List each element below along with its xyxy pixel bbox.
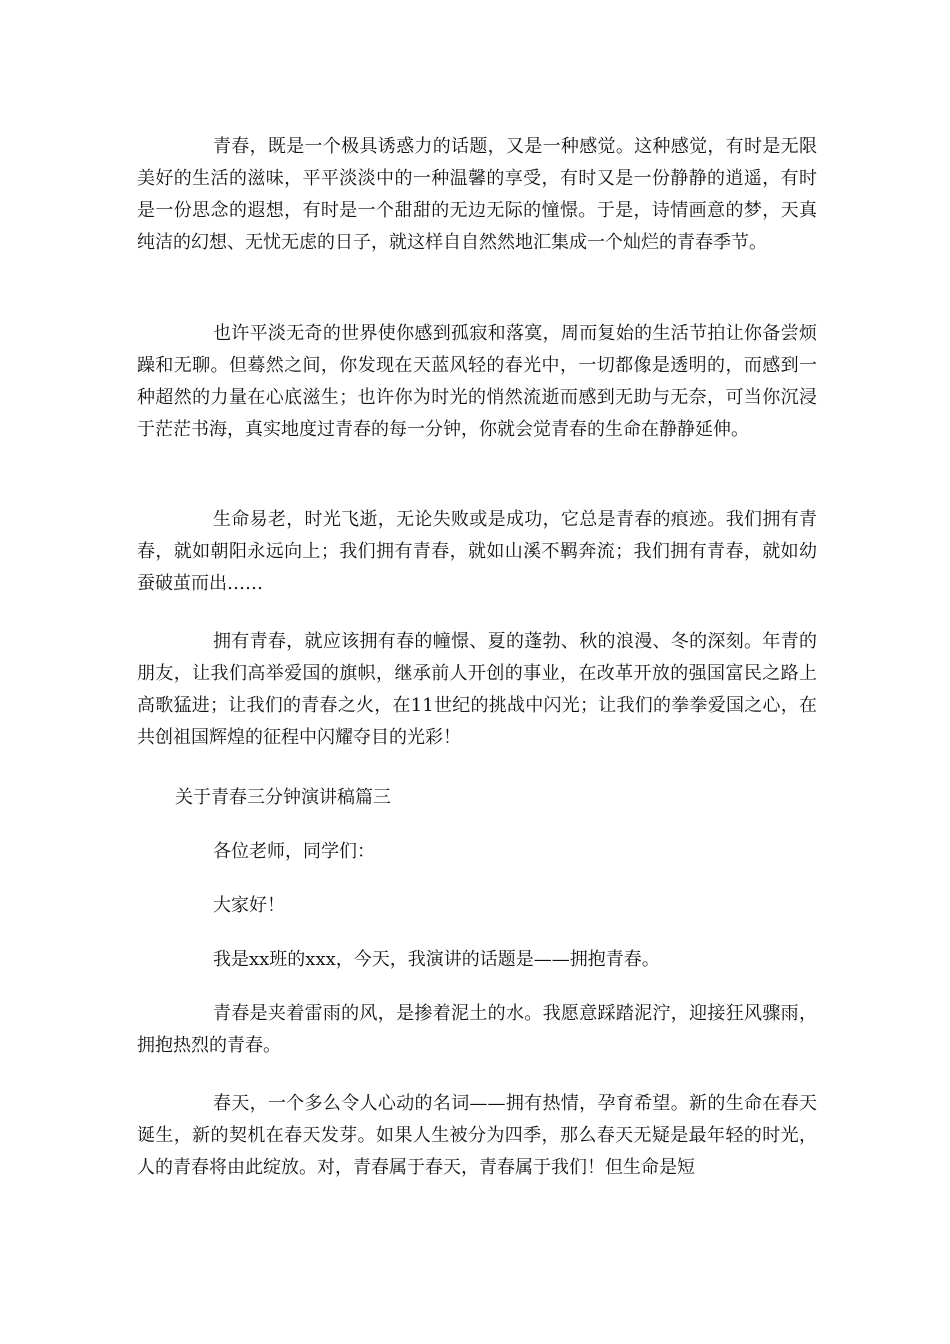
- speech-hello: 大家好！: [213, 895, 285, 916]
- paragraph-life-easily-ages: 生命易老，时光飞逝，无论失败或是成功，它总是青春的痕迹。我们拥有青春，就如朝阳永远向上；我们拥有青春，就如山溪不羁奔流；我们拥有青春，就如幼蚕破茧而出……: [137, 509, 817, 594]
- speech-spring: 春天，一个多么令人心动的名词——拥有热情，孕育希望。新的生命在春天诞生，新的契机在春天发芽。如果人生被分为四季，那么春天无疑是最年轻的时光，人的青春将由此绽放。对，青春属于春天，青春属于我们！但生命是短: [137, 1093, 817, 1178]
- paragraph-youth-feeling: 青春，既是一个极具诱惑力的话题，又是一种感觉。这种感觉，有时是无限美好的生活的滋味，平平淡淡中的一种温馨的享受，有时又是一份静静的逍遥，有时是一份思念的遐想，有时是一个甜甜的无边无际的憧憬。于是，诗情画意的梦，天真纯洁的幻想、无忧无虑的日子，就这样自自然然地汇集成一个灿烂的青春季节。: [137, 136, 817, 253]
- paragraph-plain-world: 也许平淡无奇的世界使你感到孤寂和落寞，周而复始的生活节拍让你备尝烦躁和无聊。但蓦然之间，你发现在天蓝风轻的春光中，一切都像是透明的，而感到一种超然的力量在心底滋生；也许你为时光的悄然流逝而感到无助与无奈，可当你沉浸于茫茫书海，真实地度过青春的每一分钟，你就会觉青春的生命在静静延伸。: [137, 323, 817, 440]
- paragraph-embrace-seasons: 拥有青春，就应该拥有春的幢憬、夏的蓬勃、秋的浪漫、冬的深刻。年青的朋友，让我们高举爱国的旗帜，继承前人开创的事业，在改革开放的强国富民之路上高歌猛进；让我们的青春之火，在11世纪的挑战中闪光；让我们的拳拳爱国之心，在共创祖国辉煌的征程中闪耀夺目的光彩！: [137, 631, 817, 748]
- speech-introduction: 我是xx班的xxx，今天，我演讲的话题是——拥抱青春。: [213, 949, 660, 970]
- section-title: 关于青春三分钟演讲稿篇三: [175, 787, 391, 808]
- speech-youth-wind: 青春是夹着雷雨的风，是掺着泥土的水。我愿意踩踏泥泞，迎接狂风骤雨，拥抱热烈的青春。: [137, 1003, 817, 1056]
- speech-greeting-teachers: 各位老师，同学们：: [213, 841, 375, 862]
